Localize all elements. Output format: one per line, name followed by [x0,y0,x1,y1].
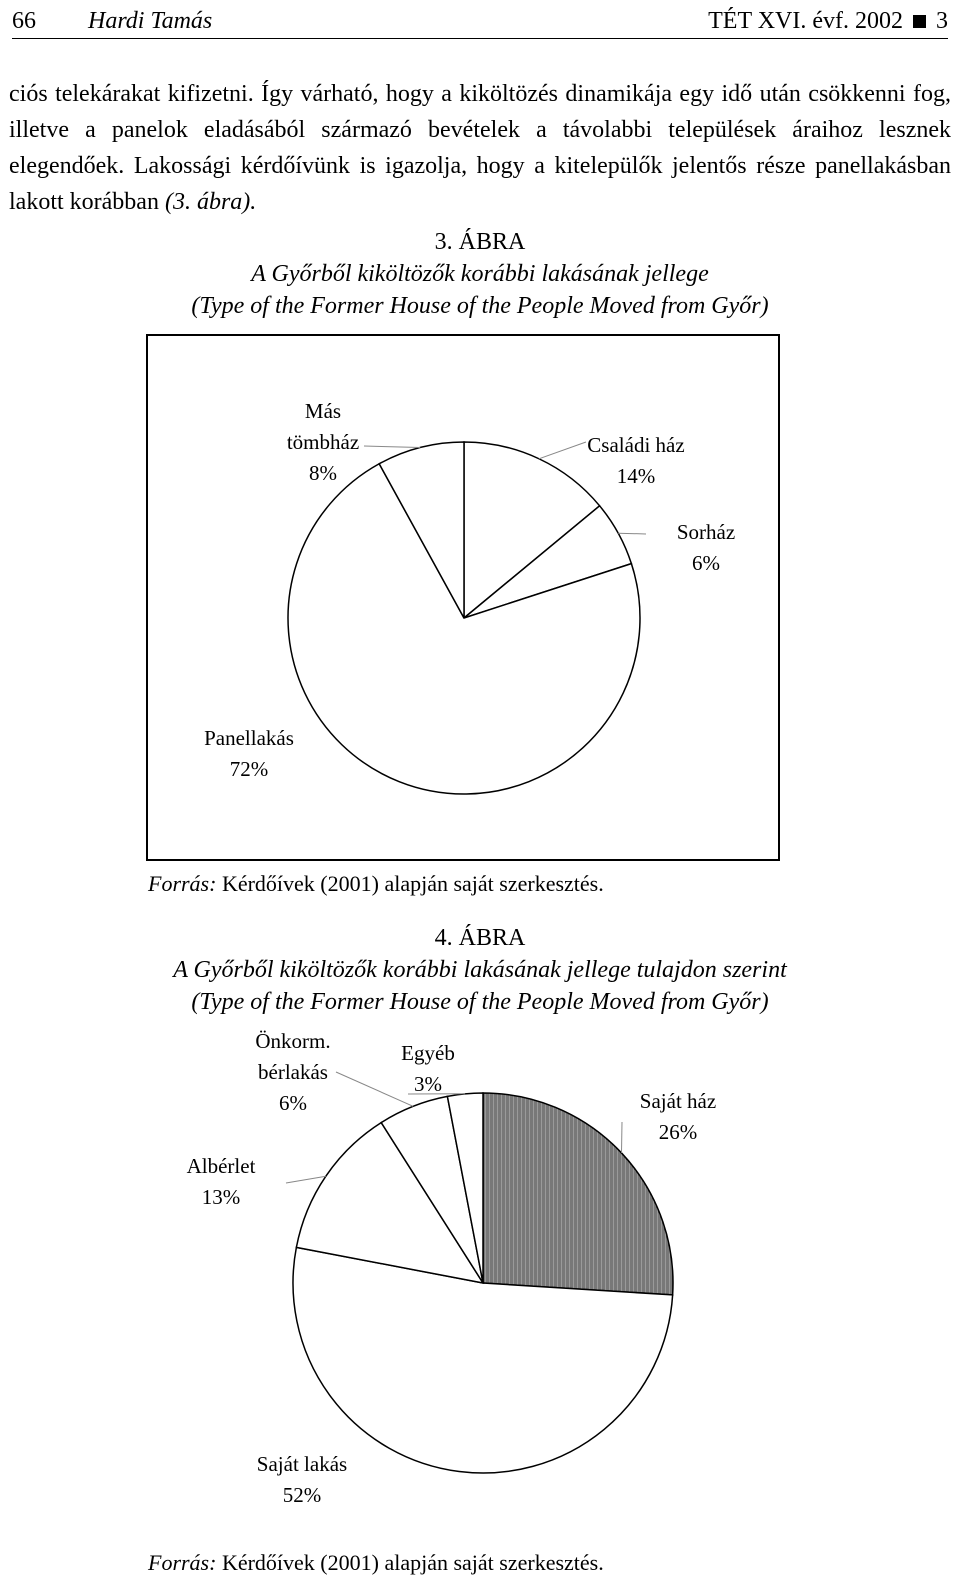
slice-label-line: 26% [658,1120,698,1144]
running-header [12,4,948,39]
slice-label-line: 14% [616,464,656,488]
source-label: Forrás: [148,1550,217,1575]
slice-label-line: 13% [201,1185,241,1209]
slice-label-line: Albérlet [186,1154,256,1178]
square-bullet-icon [913,15,926,28]
figure-3-number: 3. ÁBRA [434,229,526,255]
figure-4-source [148,1549,604,1577]
journal-name: TÉT XVI. évf. 2002 [708,8,903,34]
figure-4-title-hu: A Győrből kiköltözők korábbi lakásának jellege tulajdon szerint [173,957,787,983]
running-author: Hardi Tamás [88,8,213,34]
slice-label-line: Panellakás [204,726,294,750]
source-label: Forrás: [148,871,217,896]
slice-label-line: 6% [692,551,720,575]
slice-label-line: 52% [282,1483,322,1507]
slice-label-line: Önkorm. [255,1029,331,1053]
figure-4-number: 4. ÁBRA [434,925,526,951]
pie-svg [146,334,780,861]
paragraph [9,76,951,220]
slice-label-line: 8% [309,461,337,485]
slice-label-line: Egyéb [401,1041,455,1065]
figure-3-title-en: (Type of the Former House of the People Moved from Győr) [191,293,769,319]
slice-label-line: Más [304,399,342,423]
figure-3-title [0,226,960,322]
figure-4-title-en: (Type of the Former House of the People Moved from Győr) [191,989,769,1015]
issue-number: 3 [936,8,948,34]
slice-label-line: Saját ház [639,1089,717,1113]
body-text [9,76,951,220]
source-text: Kérdőívek (2001) alapján saját szerkesztés. [221,871,604,896]
figure-3-source [148,870,604,898]
source-text: Kérdőívek (2001) alapján saját szerkesztés. [221,1550,604,1575]
figure-4-title [0,922,960,1018]
slice-label-line: 3% [414,1072,442,1096]
slice-label-line: Saját lakás [256,1452,348,1476]
page-number: 66 [12,8,36,34]
slice-label-line: 72% [229,757,269,781]
figure-reference: (3. ábra). [164,189,257,215]
slice-label-line: Családi ház [587,433,685,457]
figure-3-title-hu: A Győrből kiköltözők korábbi lakásának jellege [251,261,709,287]
slice-label-line: Sorház [676,520,736,544]
paragraph-text: ciós telekárakat kifizetni. Így várható, hogy a kiköltözés dinamikája egy idő után csökkenni fog, illetve a panelok eladásából származó bevételek a távolabbi települések áraihoz lesznek elegendőek. Lakossági kérdőívünk is igazolja, hogy a kitelepülők jelentős része panellakásban lakott korábban [9,81,951,215]
slice-label-line: tömbház [286,430,360,454]
journal-info [708,4,948,38]
pie-svg [146,1028,780,1540]
leader-line [622,1122,623,1153]
figure-4-pie-chart [146,1028,780,1540]
figure-3-pie-chart [146,334,780,861]
slice-label-line: 6% [279,1091,307,1115]
slice-label-line: bérlakás [258,1060,328,1084]
